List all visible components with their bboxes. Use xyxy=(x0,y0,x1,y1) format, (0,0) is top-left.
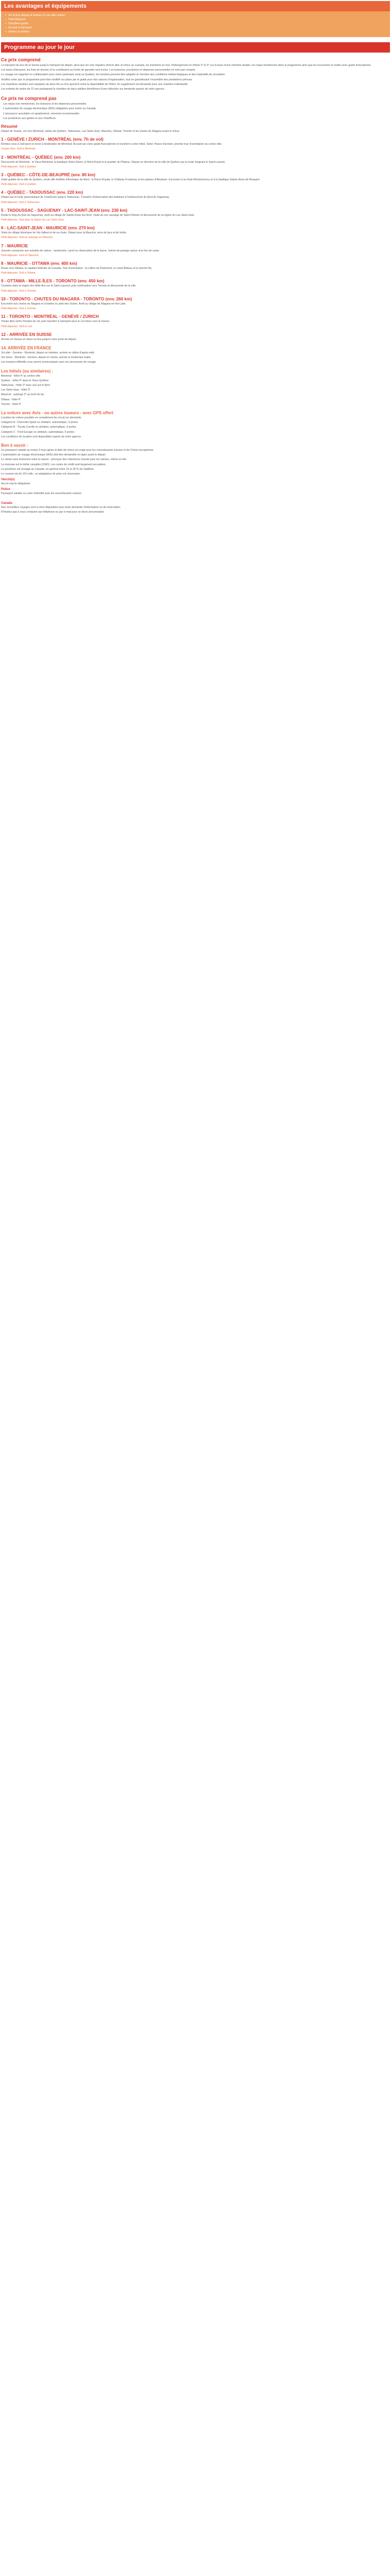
day-title: 6 - LAC-SAINT-JEAN - MAURICIE (env. 270 km) xyxy=(1,226,95,231)
advantage-item: • Petit Déjeuner xyxy=(5,18,386,22)
good-to-know-line: Le climat varie fortement selon la saison : prévoyez des vêtements chauds pour les soirées, même en été. xyxy=(1,458,127,462)
day-description: Visite guidée de la ville de Québec, seule ville fortifiée d'Amérique du Nord : la Place Royale, le Château Frontenac et les plaines d'Abraham. Excursion à la chute Montmorency et à la basilique Sainte-Anne-de-Beaupré. xyxy=(1,178,260,182)
includes-text: Veuillez noter que le programme peut être modifié sur place par le guide pour des raisons d'organisation, tout en garantissant l'ensemble des prestations prévues. xyxy=(1,78,193,81)
flights-heading: 14. ARRIVÉE EN FRANCE xyxy=(1,345,52,350)
excludes-item: Les pourboires aux guides et aux chauffeurs xyxy=(3,116,56,120)
hotel-line: Québec : hôtel 4* dans le Vieux-Québec xyxy=(1,379,49,382)
advantage-item: • Chauffeur-guide xyxy=(5,22,386,26)
day-description: Journée consacrée aux activités de nature : randonnée, canot ou observation de la faune. Soirée de partage autour d'un feu de camp. xyxy=(1,249,160,252)
contact-line: Nos conseillers voyages sont à votre disposition pour toute demande d'information ou de réservation. xyxy=(1,505,121,509)
flight-line: Vol retour : Montréal - Genève, départ en soirée, arrivée le lendemain matin. xyxy=(1,356,92,360)
summary-text: Départ de Suisse, vol vers Montréal, visites de Québec, Tadoussac, Lac-Saint-Jean, Mauricie, Ottawa, Toronto et les chutes du Niagara avant le retour. xyxy=(1,130,180,133)
advantage-item: • Accueil à l'aéroport xyxy=(5,26,386,30)
day-description: Arrivée en Suisse et retour en bus jusqu'à votre point de départ. xyxy=(1,337,77,341)
day-meals: Petit-déjeuner. Nuit à Québec. xyxy=(1,183,37,187)
day-title: 9 - OTTAWA - MILLE-ÎLES - TORONTO (env. 450 km) xyxy=(1,279,105,284)
car-line: Catégorie C : Ford Escape ou similaire, automatique, 5 portes xyxy=(1,430,75,434)
day-title: 4 - QUÉBEC - TADOUSSAC (env. 220 km) xyxy=(1,190,83,195)
day-description: Route vers Ottawa, la capitale fédérale du Canada. Tour d'orientation : la colline du Parlement, le canal Rideau et le marché By. xyxy=(1,267,152,270)
good-to-know-line: L'autorisation de voyage électronique (AVE) doit être demandée en ligne avant le départ. xyxy=(1,453,106,457)
hotels-heading: Les hôtels (ou similaires) : xyxy=(1,368,53,374)
day-title: 1 - GENÈVE / ZURICH - MONTRÉAL (env. 7h de vol) xyxy=(1,137,104,142)
summary-heading: Résumé xyxy=(1,124,18,129)
hotel-line: Tadoussac : hôtel 3* avec vue sur le fjord xyxy=(1,383,50,387)
hotel-line: Montréal : hôtel 4* au centre-ville xyxy=(1,374,40,378)
good-to-know-line: La monnaie est le dollar canadien (CAD). Les cartes de crédit sont largement acceptées. xyxy=(1,463,106,466)
excludes-heading: Ce prix ne comprend pas xyxy=(1,96,57,101)
day-description: Découverte de Montréal : le Vieux-Montréal, la basilique Notre-Dame, le Mont-Royal et le quartier du Plateau. Départ en direction de la ville de Québec par la route longeant le Saint-Laurent. xyxy=(1,160,226,164)
day-meals: Petit-déjeuner. Nuit en Mauricie. xyxy=(1,253,39,257)
day-title: 10 - TORONTO - CHUTES DU NIAGARA - TORONTO (env. 260 km) xyxy=(1,296,132,301)
day-description: Départ par la route panoramique de Charlevoix jusqu'à Tadoussac. Croisière d'observation des baleines à l'embouchure du fjord du Saguenay. xyxy=(1,196,170,199)
programme-header: Programme au jour le jour xyxy=(1,42,390,53)
includes-text: Les chambres doubles sont équipées de deux lits ou d'un grand lit selon la disponibilité de l'hôtel. Un supplément est demandé pour une chambre individuelle. xyxy=(1,82,189,86)
contact-line: N'hésitez pas à nous contacter par téléphone ou par e-mail pour un devis personnalisé. xyxy=(1,510,105,514)
flight-line: Vol aller : Genève - Montréal, départ en matinée, arrivée en début d'après-midi. xyxy=(1,351,95,354)
day-title: 7 - MAURICIE xyxy=(1,243,28,248)
day-meals: Petit-déjeuner. Nuit à Tadoussac. xyxy=(1,200,41,204)
includes-text: Les taxes d'aéroport, les frais de dossier et la contribution au fonds de garantie sont inclus. Les boissons, pourboires et dépenses personnelles ne sont pas compris. xyxy=(1,69,196,72)
good-to-know-heading: Bon à savoir : xyxy=(1,443,28,448)
day-meals: Petit-déjeuner. Nuit à Québec. xyxy=(1,165,37,168)
day-meals: Petit-déjeuner. Nuit en auberge en Mauricie. xyxy=(1,236,54,240)
advantage-item: • Vol & Bus depuis la Suisse (3 vols aller-retour) xyxy=(5,13,386,18)
advantages-list xyxy=(1,11,390,37)
includes-text: Les enfants de moins de 12 ans partageant la chambre de deux adultes bénéficient d'une réduction sur demande auprès de notre agence. xyxy=(1,88,165,91)
car-line: Catégorie B : Toyota Corolla ou similaire, automatique, 4 portes xyxy=(1,426,76,429)
good-to-know-line: Le courant est de 110 volts ; un adaptateur de prise est nécessaire. xyxy=(1,472,81,476)
day-description: Excursion aux chutes du Niagara et croisière au pied des chutes. Arrêt au village de Niagara-on-the-Lake. xyxy=(1,302,126,306)
day-description: Rendez-vous à l'aéroport et envol à destination de Montréal. Accueil par votre guide francophone et transfert à votre hôtel. Selon l'heure d'arrivée, premier tour d'orientation du centre-ville. xyxy=(1,143,222,146)
police-text: Passeport valable ou carte d'identité pour les ressortissants suisses. xyxy=(1,492,82,496)
hotel-line: Ottawa : hôtel 4* xyxy=(1,398,21,401)
vaccines-text: Aucun vaccin obligatoire. xyxy=(1,482,31,486)
car-line: Catégorie A : Chevrolet Spark ou similaire, automatique, 4 portes xyxy=(1,421,78,425)
day-meals: Petit-déjeuner. Nuit dans la région du Lac-Saint-Jean. xyxy=(1,218,65,222)
vaccines-heading: Vaccin(s) xyxy=(1,478,15,482)
advantages-header: Les avantages et équipements xyxy=(1,1,390,11)
contact-heading: Canada xyxy=(1,501,12,505)
car-heading: La voiture avec Avis - ou autres loueurs - avec GPS offert xyxy=(1,410,113,415)
day-title: 3 - QUÉBEC - CÔTE-DE-BEAUPRÉ (env. 80 km) xyxy=(1,173,95,178)
day-title: 2 - MONTRÉAL - QUÉBEC (env. 260 km) xyxy=(1,155,80,160)
contact-block xyxy=(1,501,390,514)
advantage-item: • Visites et entrées xyxy=(5,30,386,34)
hotel-line: Lac-Saint-Jean : hôtel 3* xyxy=(1,388,30,392)
day-description: Route le long du fjord du Saguenay, arrêt au village de Sainte-Rose-du-Nord. Visite du zoo sauvage de Saint-Félicien et découverte de la région du Lac-Saint-Jean. xyxy=(1,213,195,217)
days-list xyxy=(1,137,390,342)
day-title: 8 - MAURICIE - OTTAWA (env. 400 km) xyxy=(1,261,77,266)
day-description: Visite du village historique de Val-Jalbert et de sa chute. Départ pour la Mauricie, terre de lacs et de forêts. xyxy=(1,231,127,235)
hotel-line: Mauricie : auberge 3* au bord du lac xyxy=(1,393,44,397)
good-to-know-line: Le pourboire est d'usage au Canada, en général entre 15 et 20 % de l'addition. xyxy=(1,467,95,471)
day-description: Croisière dans la région des Mille-Îles sur le Saint-Laurent, puis continuation vers Toronto et découverte de la ville. xyxy=(1,284,137,288)
hotel-line: Toronto : hôtel 4* xyxy=(1,402,22,406)
includes-text: Le voyage est organisé en collaboration avec notre partenaire local au Québec; les horaires peuvent être adaptés en fonction des conditions météorologiques et des impératifs de circulation. xyxy=(1,73,226,77)
good-to-know-line: Un passeport valable au moins 3 mois après la date de retour est exigé pour les ressortissants suisses et de l'Union européenne. xyxy=(1,448,154,452)
police-heading: Police xyxy=(1,488,10,492)
includes-text: Le transport du bus de la Suisse jusqu'à l'aéroport de départ, ainsi que les vols réguliers directs aller et retour au Canada, les transferts en bus, l'hébergement en hôtels 3* et 4* sur la base d'une chambre double, les repas mentionnés dans le programme ainsi que les excursions et visites avec guide francophone. xyxy=(1,64,371,67)
car-line: Location de voiture possible en complément du circuit sur demande. xyxy=(1,416,82,419)
flight-line: Les horaires définitifs vous seront communiqués avec les documents de voyage. xyxy=(1,361,97,364)
day-meals: Petit-déjeuner. Nuit à Toronto. xyxy=(1,289,37,293)
day-meals: Petit-déjeuner. Nuit en vol. xyxy=(1,325,32,328)
day-description: Temps libre selon l'horaire de vol, puis transfert à l'aéroport pour le vol retour vers la Suisse. xyxy=(1,320,110,324)
excludes-item: L'assurance annulation et rapatriement, vivement recommandée xyxy=(3,112,79,115)
day-title: 5 - TADOUSSAC - SAGUENAY - LAC-SAINT-JEAN (env. 230 km) xyxy=(1,208,127,213)
day-meals: Souper libre. Nuit à Montréal. xyxy=(1,147,36,151)
car-line: Les conditions de location sont disponibles auprès de notre agence. xyxy=(1,435,82,438)
includes-heading: Ce prix comprend xyxy=(1,57,41,62)
excludes-item: Les repas non mentionnés, les boissons et les dépenses personnelles xyxy=(3,103,87,106)
day-meals: Petit-déjeuner. Nuit à Ottawa. xyxy=(1,272,36,275)
day-title: 12 - ARRIVÉE EN SUISSE xyxy=(1,332,52,337)
day-meals: Petit-déjeuner. Nuit à Toronto. xyxy=(1,307,37,311)
day-title: 11 - TORONTO - MONTRÉAL - GENÈVE / ZURICH xyxy=(1,314,99,319)
excludes-item: L'autorisation de voyage électronique (AVE) obligatoire pour entrer au Canada xyxy=(3,107,96,111)
